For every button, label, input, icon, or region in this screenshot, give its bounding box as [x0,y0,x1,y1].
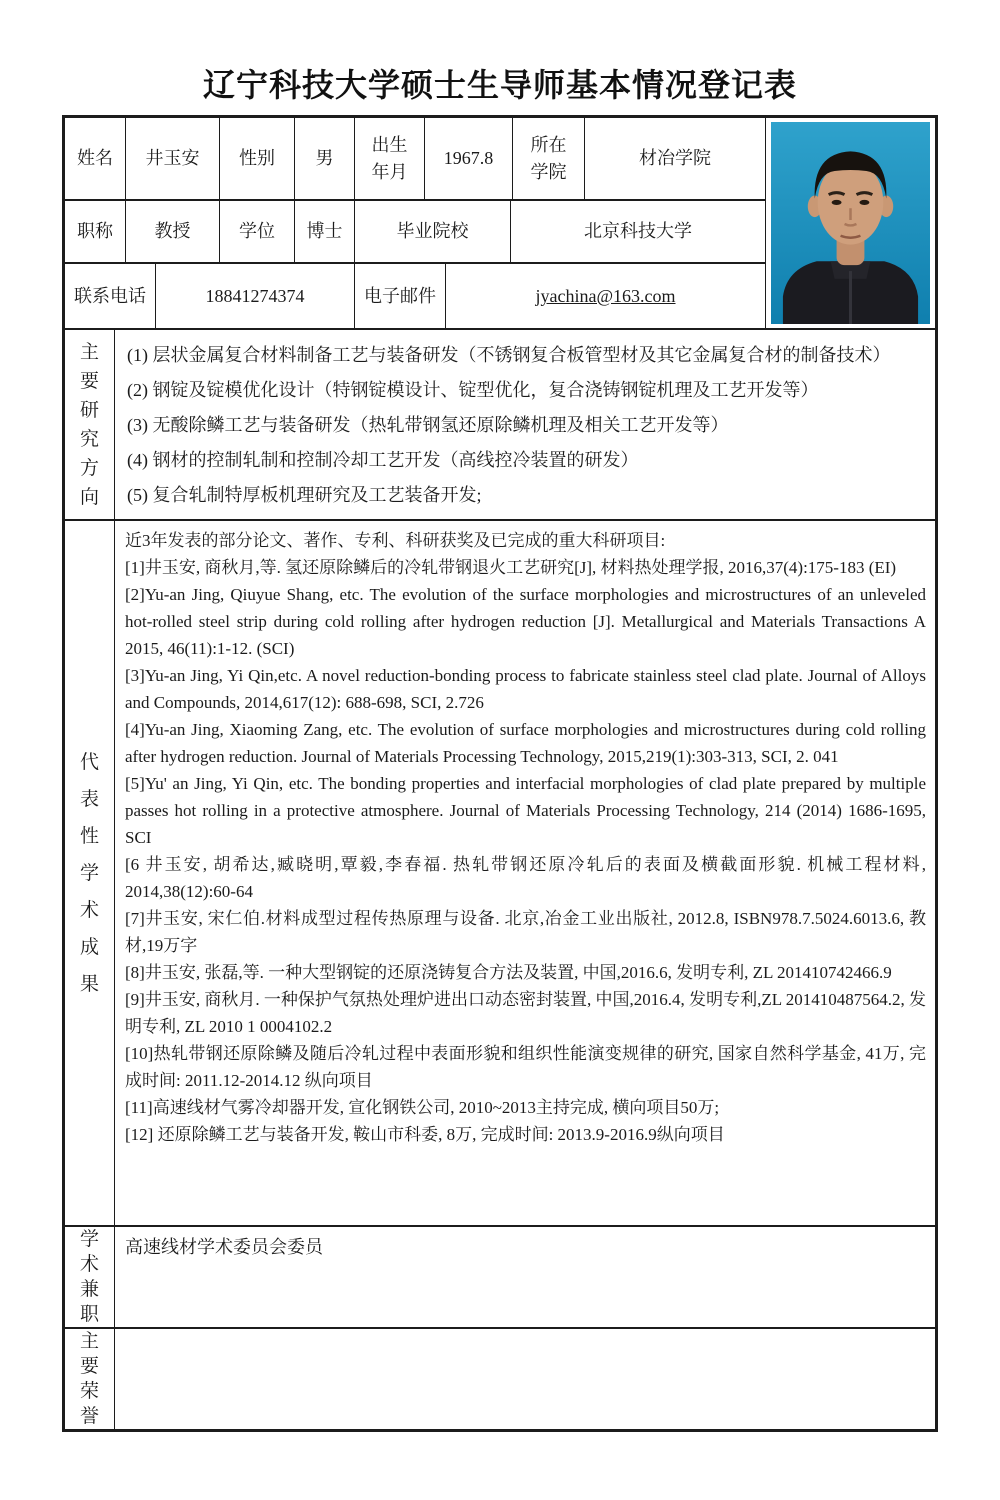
research-direction-item: (5) 复合轧制特厚板机理研究及工艺装备开发; [127,485,482,505]
honors-value [115,1329,935,1429]
email-label: 电子邮件 [355,264,446,328]
research-direction-item: (4) 钢材的控制轧制和控制冷却工艺开发（高线控冷装置的研发） [127,450,639,470]
achievement-item: [4]Yu-an Jing, Xiaoming Zang, etc. The evolution of surface morphologies and microstructures during cold rolling after hydrogen reduction. Journal of Materials Processing Technology, 2015,219(1):303-313, SCI, 2. 041 [125,720,926,766]
registration-form-table [62,115,938,1432]
achievement-item: [11]高速线材气雾冷却器开发, 宣化钢铁公司, 2010~2013主持完成, 横向项目50万; [125,1098,720,1117]
achievement-item: [5]Yu' an Jing, Yi Qin, etc. The bonding properties and interfacial morphologies of clad plate prepared by multiple passes hot rolling in a protective atmosphere. Journal of Materials Processing Technology, 214 (2014) 1686-1695, SCI [125,774,926,847]
college-label: 所在学院 [513,118,585,199]
achievements-list [125,554,926,1148]
honors-section [65,1329,935,1429]
research-directions-list [115,330,935,519]
academic-posts-header-label: 学术兼职 [79,1229,99,1325]
portrait-illustration [771,122,930,324]
prof-title-value: 教授 [126,201,220,262]
academic-posts-value: 高速线材学术委员会委员 [125,1237,323,1257]
research-direction-item: (2) 钢锭及锭模优化设计（特钢锭模设计、锭型优化，复合浇铸钢锭机理及工艺开发等） [127,380,819,400]
email-cell [446,264,765,328]
honors-header [65,1329,115,1429]
achievement-item: [7]井玉安, 宋仁伯.材料成型过程传热原理与设备. 北京,冶金工业出版社, 2012.8, ISBN978.7.5024.6013.6, 教材,19万字 [125,909,926,955]
degree-value: 博士 [295,201,355,262]
info-row-2 [65,201,765,264]
degree-label: 学位 [220,201,295,262]
info-row-3 [65,264,765,328]
name-label: 姓名 [65,118,126,199]
research-direction-item: (1) 层状金属复合材料制备工艺与装备研发（不锈钢复合板管型材及其它金属复合材的制备技术） [127,345,891,365]
email-link[interactable]: jyachina@163.com [535,285,676,306]
birth-value: 1967.8 [425,118,513,199]
achievement-item: [2]Yu-an Jing, Qiuyue Shang, etc. The evolution of the surface morphologies and microstructures of an unleveled hot-rolled steel strip during cold rolling after hydrogen reduction [J]. Metallurgical and Materials Transactions A 2015, 46(11):1-12. (SCI) [125,585,926,658]
phone-value: 18841274374 [156,264,355,328]
academic-posts-section [65,1227,935,1329]
birth-label: 出生年月 [355,118,425,199]
supervisor-photo [765,118,935,328]
research-direction-item: (3) 无酸除鳞工艺与装备研发（热轧带钢氢还原除鳞机理及相关工艺开发等） [127,415,729,435]
achievements-content [115,521,935,1225]
college-value: 材冶学院 [639,148,711,169]
info-row-1 [65,118,765,201]
gender-label: 性别 [220,118,295,199]
achievement-item: [3]Yu-an Jing, Yi Qin,etc. A novel reduction-bonding process to fabricate stainless steel clad plate. Journal of Alloys and Compounds, 2014,617(12): 688-698, SCI, 2.726 [125,666,926,712]
research-directions-section [65,330,935,521]
academic-posts-header [65,1227,115,1327]
achievements-section [65,521,935,1227]
gender-value: 男 [295,118,355,199]
personal-info-block [65,118,935,330]
achievements-header [65,521,115,1225]
name-value: 井玉安 [126,118,220,199]
research-directions-header [65,330,115,519]
phone-label: 联系电话 [65,264,156,328]
achievements-header-label: 代表性学术成果 [79,751,99,995]
achievement-item: [1]井玉安, 商秋月,等. 氢还原除鳞后的冷轧带钢退火工艺研究[J], 材料热处理学报, 2016,37(4):175-183 (EI) [125,558,897,577]
prof-title-label: 职称 [65,201,126,262]
achievement-item: [9]井玉安, 商秋月. 一种保护气氛热处理炉进出口动态密封装置, 中国,2016.4, 发明专利,ZL 201410487564.2, 发明专利, ZL 2010 1 0004102.2 [125,990,926,1036]
honors-header-label: 主要荣誉 [79,1331,99,1427]
research-directions-header-label: 主要研究方向 [79,341,99,508]
achievement-item: [10]热轧带钢还原除鳞及随后冷轧过程中表面形貌和组织性能演变规律的研究, 国家自然科学基金, 41万, 完成时间: 2011.12-2014.12 纵向项目 [125,1044,926,1090]
school-label: 毕业院校 [355,201,511,262]
page-title: 辽宁科技大学硕士生导师基本情况登记表 [202,67,797,103]
achievement-item: [12] 还原除鳞工艺与装备开发, 鞍山市科委, 8万, 完成时间: 2013.9-2016.9纵向项目 [125,1125,725,1144]
school-value: 北京科技大学 [584,221,692,242]
achievement-item: [8]井玉安, 张磊,等. 一种大型钢锭的还原浇铸复合方法及装置, 中国,2016.6, 发明专利, ZL 201410742466.9 [125,963,892,982]
achievements-intro: 近3年发表的部分论文、著作、专利、科研获奖及已完成的重大科研项目: [125,531,666,550]
achievement-item: [6 井玉安, 胡希达,臧晓明,覃毅,李春福. 热轧带钢还原冷轧后的表面及横截面形貌. 机械工程材料, 2014,38(12):60-64 [125,855,926,901]
